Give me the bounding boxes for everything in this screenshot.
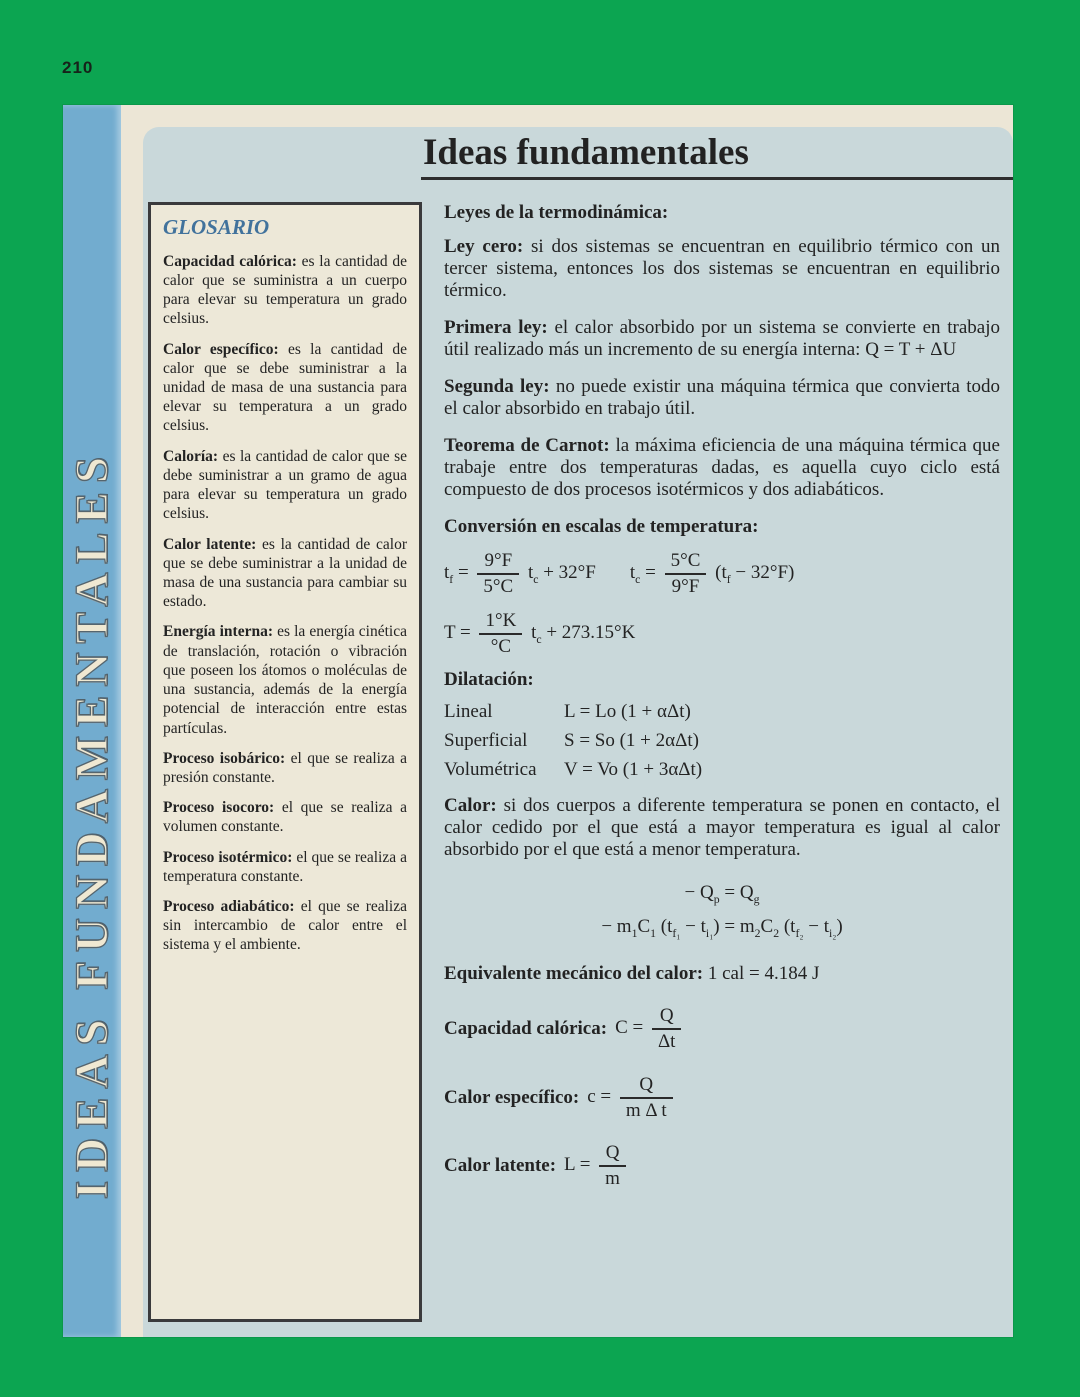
equivalente-value: 1 cal = 4.184 J (707, 962, 820, 984)
glossary-definition: el que se realiza sin intercambio de calor entre el sistema y el ambiente. (163, 898, 407, 954)
glossary-term: Proceso isobárico: (163, 749, 286, 767)
conversion-row-2 (444, 610, 1000, 658)
glossary-box (148, 202, 422, 1322)
formula-kelvin: T = $\frac{1^\circ K}{^\circ C}$ $t_c + 273.15^\circ K$ (444, 609, 636, 657)
glossary-definition: es la energía cinética de translación, rotación o vibración que poseen los átomos o moléculas de una sustancia, además de la energía potencial de interacción entre estas partículas. (163, 623, 407, 737)
heat-balance (444, 876, 1000, 943)
law-term: Ley cero: (444, 235, 524, 257)
laws-heading: Leyes de la termodinámica: (444, 201, 669, 223)
content-area (143, 127, 1013, 1337)
law-term: Teorema de Carnot: (444, 434, 610, 456)
glossary-term: Proceso isocoro: (163, 799, 275, 817)
law-text: el calor absorbido por un sistema se convierte en trabajo útil realizado más un incremento de su energía interna: Q = T + ΔU (444, 316, 1000, 360)
dilatacion-table (444, 701, 1000, 781)
glossary-title: GLOSARIO (163, 214, 270, 239)
heat-balance-line2: − $m_1C_1$ $(t_{f_1} - t_{i_1}) = m_2C_2$ $(t_{f_2} - t_{i_2})$ (601, 915, 843, 940)
glossary-entry (163, 340, 407, 436)
glossary-definition: el que se realiza a temperatura constante. (163, 848, 407, 885)
law-term: Primera ley: (444, 316, 548, 338)
law-paragraph (444, 317, 1000, 361)
laws-list (444, 236, 1000, 501)
especifico-formula: c = $\frac{Q}{\text{m Δ t}}$ (587, 1074, 676, 1122)
dilatacion-row (444, 701, 1000, 723)
dilatacion-label: Superficial (444, 730, 528, 752)
glossary-term: Calor específico: (163, 340, 279, 358)
glossary-definition: es la cantidad de calor que se debe suministrar a la unidad de masa de una sustancia para elevar su temperatura a un grado celsius. (163, 340, 407, 435)
glossary-term: Energía interna: (163, 623, 273, 641)
dilatacion-row (444, 759, 1000, 781)
heat-balance-line1: − $Q_p = Q_g$ (684, 882, 760, 907)
sidebar-band (63, 105, 121, 1337)
page-title: Ideas fundamentales (423, 132, 749, 173)
page-columns (143, 202, 1013, 1322)
glossary-entry (163, 622, 407, 737)
glossary-entry (163, 848, 407, 886)
glossary-entry (163, 447, 407, 524)
glossary-definition: es la cantidad de calor que se debe suministrar a la unidad de masa de una sustancia para cambiar su estado. (163, 535, 407, 611)
page-number: 210 (62, 58, 94, 77)
law-paragraph (444, 376, 1000, 420)
formula-celsius: $t_c$ = $\frac{5^\circ C}{9^\circ F}$ $(t_f - 32^\circ F)$ (629, 550, 795, 597)
latente-term: Calor latente: (444, 1155, 557, 1177)
glossary-entry (163, 897, 407, 955)
dilatacion-label: Lineal (444, 701, 493, 723)
glossary-term: Caloría: (163, 447, 219, 465)
book-page (63, 105, 1013, 1337)
conversion-heading: Conversión en escalas de temperatura: (444, 516, 759, 537)
capacidad-formula: C = $\frac{Q}{\Delta t}$ (615, 1005, 685, 1053)
glossary-definition: es la cantidad de calor que se suministra a un cuerpo para elevar su temperatura un grado celsius. (163, 252, 408, 328)
glossary-definition: el que se realiza a volumen constante. (163, 799, 407, 836)
dilatacion-row (444, 730, 1000, 752)
title-underline (421, 177, 1013, 180)
glossary-entry (163, 798, 407, 836)
dilatacion-formula: V = Vo (1 + 3αΔt) (564, 759, 703, 781)
glossary-definition: es la cantidad de calor que se debe suministrar a un gramo de agua para elevar su temperatura un grado celsius. (163, 447, 407, 523)
glossary-entry (163, 749, 407, 787)
especifico-term: Calor específico: (444, 1086, 580, 1108)
glossary-entries (163, 252, 407, 955)
dilatacion-formula: L = Lo (1 + αΔt) (564, 701, 691, 723)
glossary-term: Capacidad calórica: (163, 252, 297, 270)
glossary-definition: el que se realiza a presión constante. (163, 749, 408, 786)
latente-formula: L = $\frac{Q}{m}$ (564, 1142, 630, 1190)
calor-text: si dos cuerpos a diferente temperatura se ponen en contacto, el calor cedido por el que está a mayor temperatura es igual al calor absorbido por el que está a menor temperatura. (444, 795, 1000, 861)
formula-fahrenheit: $t_f$ = $\frac{9^\circ F}{5^\circ C}$ $t_c + 32^\circ F$ (444, 550, 596, 597)
capacidad-line (444, 1005, 1000, 1053)
glossary-entry (163, 535, 407, 612)
capacidad-term: Capacidad calórica: (444, 1017, 608, 1039)
dilatacion-formula: S = So (1 + 2αΔt) (564, 730, 699, 752)
glossary-term: Proceso adiabático: (163, 898, 295, 916)
equivalente-line (444, 963, 1000, 985)
law-term: Segunda ley: (444, 375, 550, 397)
law-paragraph (444, 435, 1000, 501)
glossary-term: Calor latente: (163, 535, 257, 553)
calor-term: Calor: (444, 795, 497, 817)
law-paragraph (444, 236, 1000, 302)
latente-line (444, 1142, 1000, 1190)
law-text: la máxima eficiencia de una máquina térmica que trabaje entre dos temperaturas dadas, es aquella cuyo ciclo está compuesto de dos procesos isotérmicos y dos adiabáticos. (444, 434, 1000, 500)
calor-paragraph (444, 795, 1000, 861)
sidebar-vertical-title: IDEAS FUNDAMENTALES (66, 447, 118, 1199)
dilatacion-heading: Dilatación: (444, 669, 534, 691)
equivalente-term: Equivalente mecánico del calor: (444, 962, 704, 984)
law-text: no puede existir una máquina térmica que convierta todo el calor absorbido en trabajo útil. (444, 375, 1001, 419)
especifico-line (444, 1074, 1000, 1122)
main-column (444, 202, 1000, 1211)
conversion-row-1 (444, 550, 1000, 598)
dilatacion-label: Volumétrica (444, 759, 537, 781)
glossary-term: Proceso isotérmico: (163, 848, 293, 866)
law-text: si dos sistemas se encuentran en equilibrio térmico con un tercer sistema, entonces los dos sistemas se encuentran en equilibrio térmico. (444, 235, 1001, 301)
glossary-entry (163, 252, 407, 329)
